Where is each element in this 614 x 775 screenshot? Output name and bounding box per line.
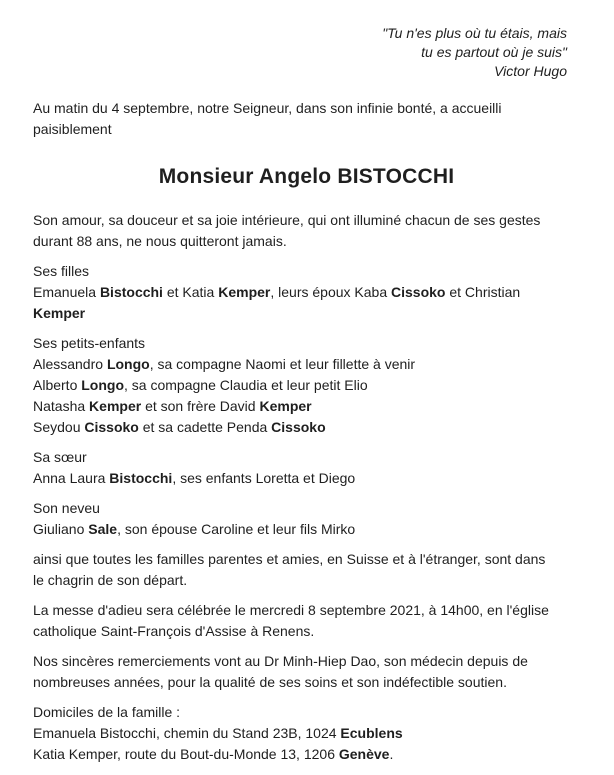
- family-name-bold: Cissoko: [391, 284, 446, 300]
- paragraph-grandchildren: [33, 333, 594, 438]
- paragraph-tribute: [33, 210, 594, 252]
- family-name-bold: Cissoko: [84, 419, 139, 435]
- paragraph-sister: [33, 447, 594, 489]
- text-run: Domiciles de la famille :: [33, 704, 181, 720]
- text-run: , leurs époux Kaba: [270, 284, 391, 300]
- text-run: Ses filles: [33, 263, 90, 279]
- paragraph-daughters: [33, 261, 594, 324]
- quote-line-2: tu es partout où je suis": [421, 44, 567, 60]
- quote-attribution: Victor Hugo: [494, 63, 567, 79]
- text-run: Sa sœur: [33, 449, 87, 465]
- text-run: Alessandro: [33, 356, 107, 372]
- family-name-bold: Ecublens: [340, 725, 403, 741]
- text-run: et Christian: [445, 284, 521, 300]
- text-run: et Katia: [162, 284, 219, 300]
- family-name-bold: Bistocchi: [99, 284, 163, 300]
- text-run: Katia Kemper, route du Bout-du-Monde 13, 1206: [33, 746, 339, 762]
- text-run: nombreuses années, pour la qualité de ses soins et son indéfectible soutien.: [33, 674, 507, 690]
- family-name-bold: Longo: [81, 377, 125, 393]
- text-run: , ses enfants Loretta et Diego: [172, 470, 356, 486]
- text-run: Son neveu: [33, 500, 100, 516]
- epigraph-quote: [33, 24, 567, 81]
- text-run: , sa compagne Naomi et leur fillette à venir: [149, 356, 416, 372]
- text-run: Anna Laura: [33, 470, 110, 486]
- family-name-bold: Genève: [338, 746, 390, 762]
- text-run: .: [389, 746, 394, 762]
- family-name-bold: Cissoko: [271, 419, 326, 435]
- text-run: La messe d'adieu sera célébrée le mercredi 8 septembre 2021, à 14h00, en l'église: [33, 602, 549, 618]
- family-name-bold: Longo: [106, 356, 150, 372]
- paragraph-funeral-mass: [33, 600, 594, 642]
- text-run: ainsi que toutes les familles parentes et amies, en Suisse et à l'étranger, sont dans: [33, 551, 546, 567]
- text-run: Alberto: [33, 377, 82, 393]
- family-name-bold: Kemper: [218, 284, 271, 300]
- paragraph-addresses: [33, 702, 594, 765]
- family-name-bold: Sale: [88, 521, 118, 537]
- text-run: Giuliano: [33, 521, 89, 537]
- family-name-bold: Kemper: [33, 305, 86, 321]
- intro-line-2: paisiblement: [33, 121, 112, 137]
- text-run: Nos sincères remerciements vont au Dr Minh-Hiep Dao, son médecin depuis de: [33, 653, 528, 669]
- paragraph-thanks: [33, 651, 594, 693]
- intro-line-1: Au matin du 4 septembre, notre Seigneur, dans son infinie bonté, a accueilli: [33, 100, 502, 116]
- text-run: Son amour, sa douceur et sa joie intérieure, qui ont illuminé chacun de ses gestes: [33, 212, 541, 228]
- text-run: Seydou: [33, 419, 85, 435]
- family-name-bold: Bistocchi: [109, 470, 173, 486]
- text-run: le chagrin de son départ.: [33, 572, 188, 588]
- text-run: et son frère David: [141, 398, 260, 414]
- text-run: et sa cadette Penda: [138, 419, 272, 435]
- paragraphs: [33, 210, 594, 765]
- text-run: Emanuela Bistocchi, chemin du Stand 23B, 1024: [33, 725, 341, 741]
- text-run: Emanuela: [33, 284, 100, 300]
- family-name-bold: Kemper: [89, 398, 142, 414]
- text-run: , sa compagne Claudia et leur petit Elio: [124, 377, 368, 393]
- paragraph-nephew: [33, 498, 594, 540]
- family-name-bold: Kemper: [259, 398, 312, 414]
- text-run: Ses petits-enfants: [33, 335, 146, 351]
- paragraph-families: [33, 549, 594, 591]
- text-run: Natasha: [33, 398, 90, 414]
- text-run: catholique Saint-François d'Assise à Renens.: [33, 623, 315, 639]
- intro-paragraph: [33, 98, 594, 140]
- deceased-name-title: Monsieur Angelo BISTOCCHI: [158, 165, 455, 188]
- text-run: durant 88 ans, ne nous quitteront jamais.: [33, 233, 287, 249]
- quote-line-1: "Tu n'es plus où tu étais, mais: [382, 25, 567, 41]
- text-run: , son épouse Caroline et leur fils Mirko: [117, 521, 356, 537]
